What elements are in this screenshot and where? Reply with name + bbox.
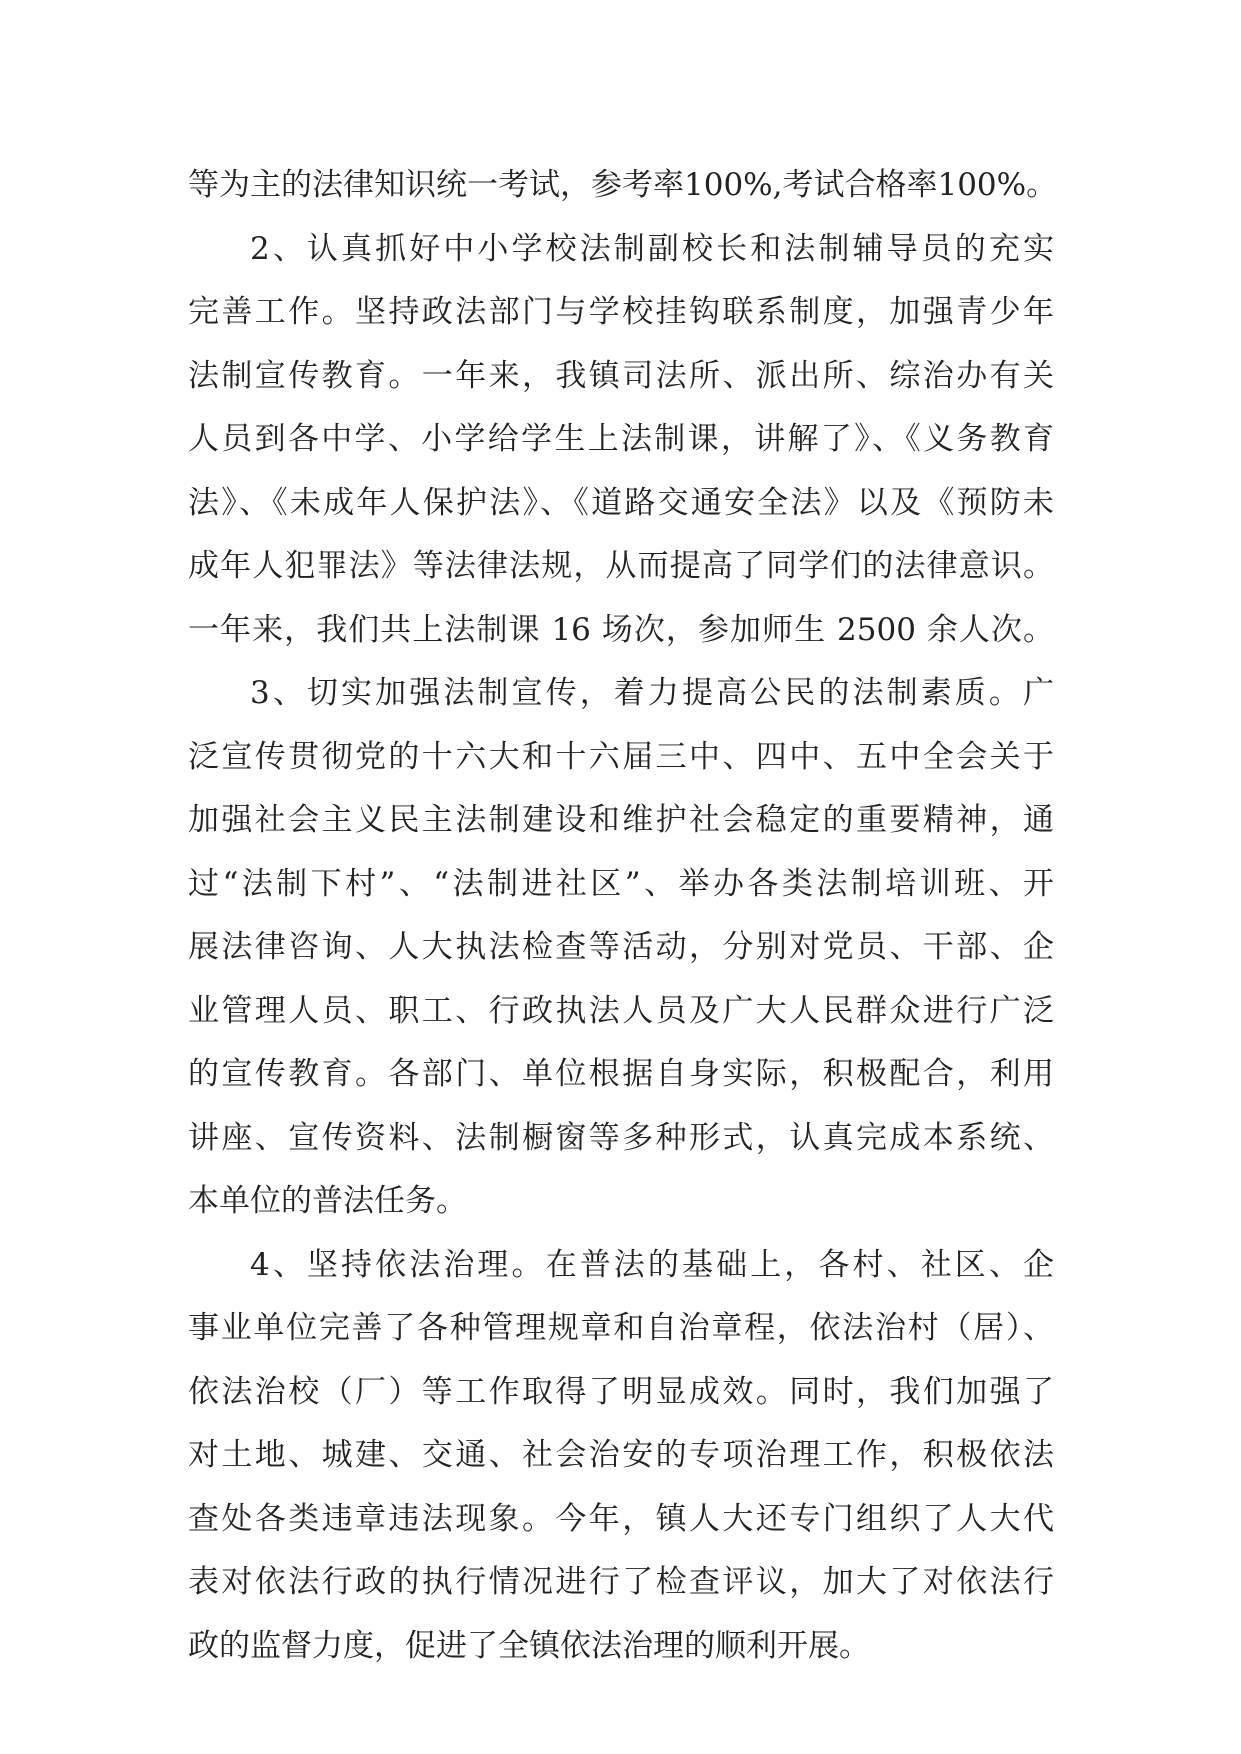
text-line: 讲座、宣传资料、法制橱窗等多种形式，认真完成本系统、 (188, 1119, 1054, 1156)
text-line: 过“法制下村”、“法制进社区”、举办各类法制培训班、开 (188, 865, 1054, 902)
text-line: 对土地、城建、交通、社会治安的专项治理工作，积极依法 (188, 1437, 1054, 1473)
text-line: 展法律咨询、人大执法检查等活动，分别对党员、干部、企 (188, 929, 1054, 965)
text-line: 依法治校（厂）等工作取得了明显成效。同时，我们加强了 (188, 1373, 1054, 1410)
text-line: 查处各类违章违法现象。今年，镇人大还专门组织了人大代 (188, 1500, 1054, 1537)
text-line: 加强社会主义民主法制建设和维护社会稳定的重要精神，通 (188, 802, 1054, 838)
text-line: 业管理人员、职工、行政执法人员及广大人民群众进行广泛 (188, 992, 1054, 1029)
text-line: 一年来，我们共上法制课 16 场次，参加师生 2500 余人次。 (188, 611, 1054, 648)
text-line: 等为主的法律知识统一考试，参考率100%,考试合格率100%。 (188, 167, 1058, 203)
text-line: 泛宣传贯彻党的十六大和十六届三中、四中、五中全会关于 (188, 738, 1054, 775)
text-line: 表对依法行政的执行情况进行了检查评议，加大了对依法行 (188, 1564, 1054, 1600)
text-line: 4、坚持依法治理。在普法的基础上，各村、社区、企 (250, 1246, 1054, 1283)
text-line: 人员到各中学、小学给学生上法制课，讲解了》、《义务教育 (188, 421, 1054, 457)
text-line: 成年人犯罪法》等法律法规，从而提高了同学们的法律意识。 (188, 548, 1054, 584)
text-line: 事业单位完善了各种管理规章和自治章程，依法治村（居）、 (188, 1310, 1054, 1346)
text-line: 3、切实加强法制宣传，着力提高公民的法制素质。广 (250, 675, 1054, 711)
text-line: 本单位的普法任务。 (188, 1183, 467, 1219)
document-body (188, 154, 1058, 1678)
text-line: 2、认真抓好中小学校法制副校长和法制辅导员的充实 (250, 230, 1054, 267)
text-line: 政的监督力度，促进了全镇依法治理的顺利开展。 (188, 1627, 870, 1664)
text-line: 完善工作。坚持政法部门与学校挂钩联系制度，加强青少年 (188, 294, 1054, 330)
text-line: 的宣传教育。各部门、单位根据自身实际，积极配合，利用 (188, 1056, 1054, 1092)
text-line: 法》、《未成年人保护法》、《道路交通安全法》以及《预防未 (188, 484, 1054, 521)
text-line: 法制宣传教育。一年来，我镇司法所、派出所、综治办有关 (188, 357, 1054, 394)
